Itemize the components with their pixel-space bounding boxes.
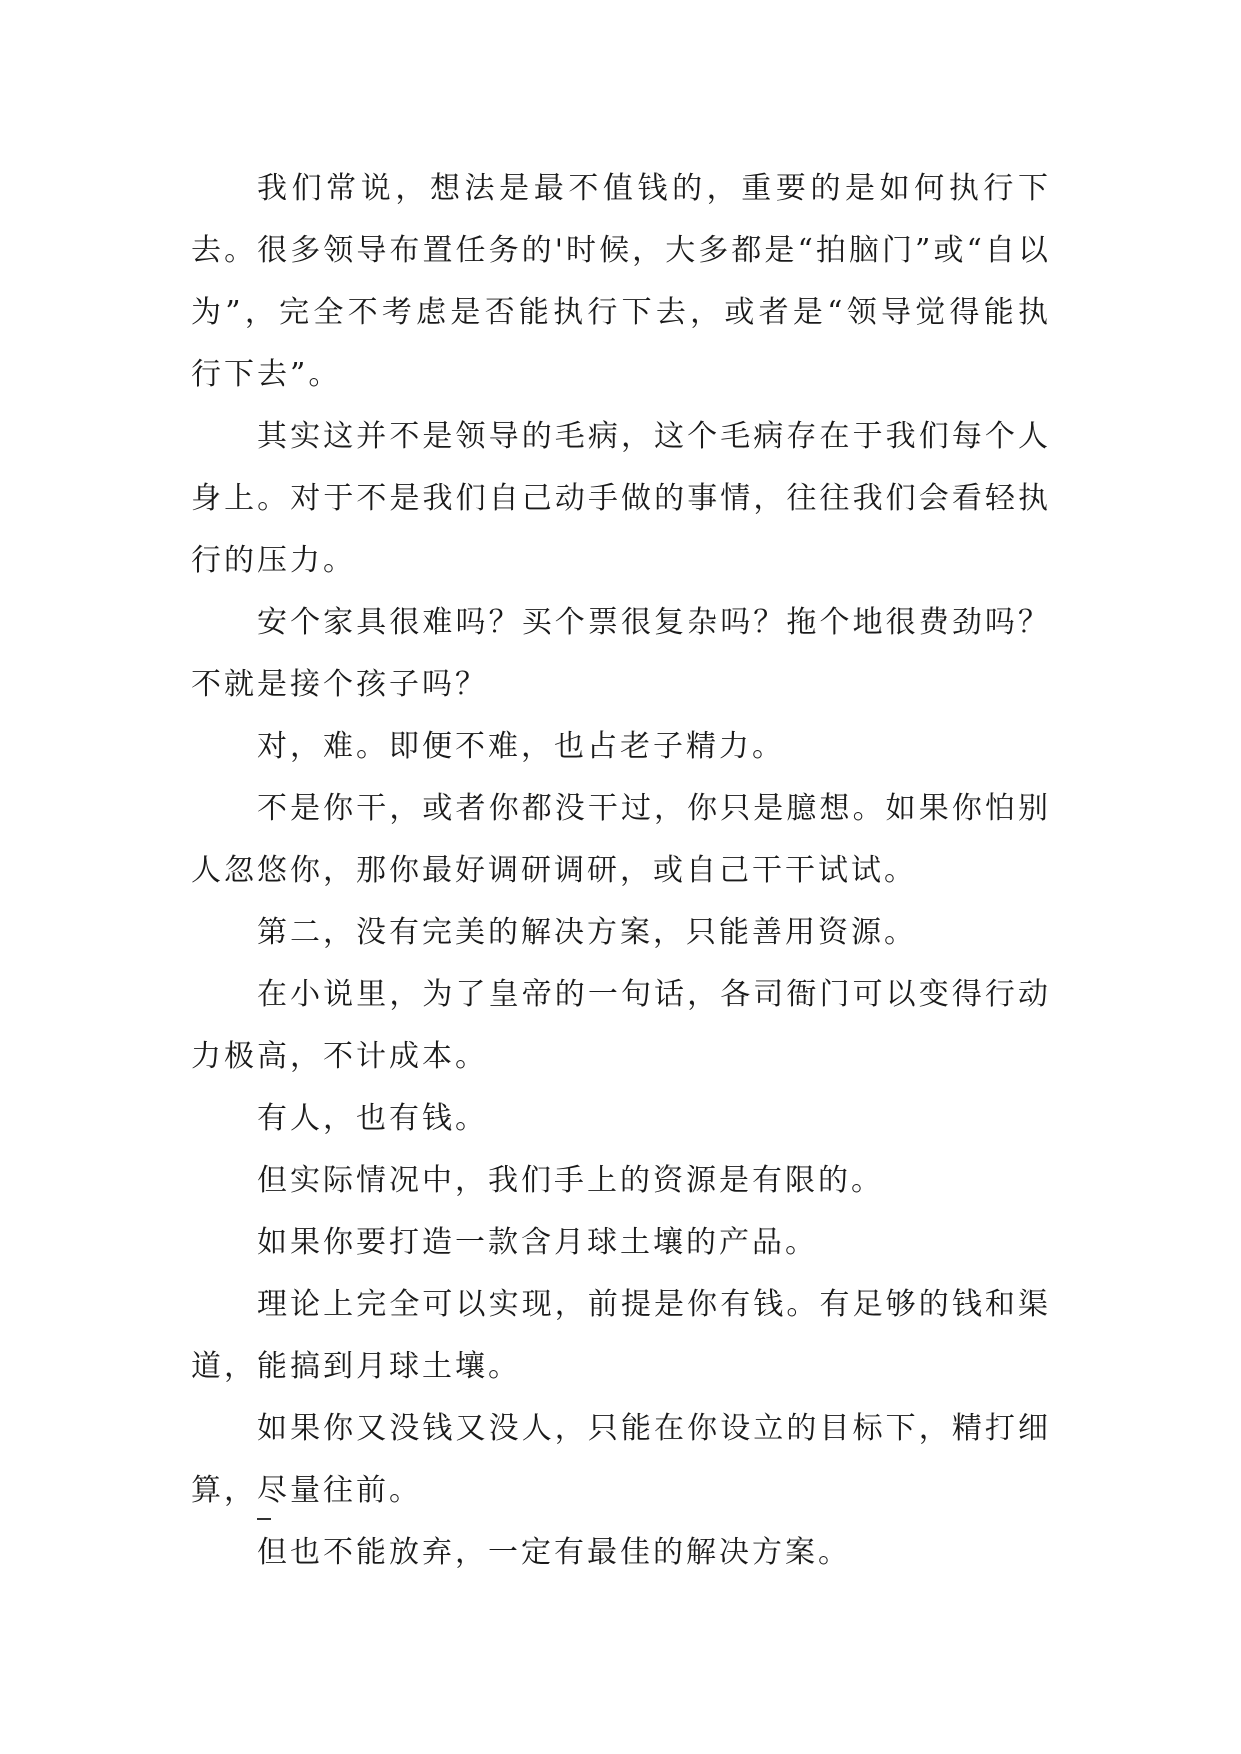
text-cursor-mark xyxy=(257,1518,271,1520)
paragraph: 我们常说，想法是最不值钱的，重要的是如何执行下去。很多领导布置任务的'时候，大多都是“拍脑门”或“自以为”，完全不考虑是否能执行下去，或者是“领导觉得能执行下去”。 xyxy=(191,171,1051,392)
paragraph: 如果你要打造一款含月球土壤的产品。 xyxy=(257,1225,818,1260)
paragraph: 其实这并不是领导的毛病，这个毛病存在于我们每个人身上。对于不是我们自己动手做的事情，往往我们会看轻执行的压力。 xyxy=(191,419,1051,578)
paragraph: 安个家具很难吗？买个票很复杂吗？拖个地很费劲吗？不就是接个孩子吗？ xyxy=(191,605,1051,702)
paragraph: 如果你又没钱又没人，只能在你设立的目标下，精打细算，尽量往前。 xyxy=(191,1411,1051,1508)
paragraph: 对，难。即便不难，也占老子精力。 xyxy=(257,729,785,764)
paragraph: 不是你干，或者你都没干过，你只是臆想。如果你怕别人忽悠你，那你最好调研调研，或自己干干试试。 xyxy=(191,791,1051,888)
paragraph: 在小说里，为了皇帝的一句话，各司衙门可以变得行动力极高，不计成本。 xyxy=(191,977,1051,1074)
paragraph: 但实际情况中，我们手上的资源是有限的。 xyxy=(257,1163,884,1198)
document-body xyxy=(191,158,1051,1584)
paragraph: 理论上完全可以实现，前提是你有钱。有足够的钱和渠道，能搞到月球土壤。 xyxy=(191,1287,1051,1384)
paragraph: 第二，没有完美的解决方案，只能善用资源。 xyxy=(257,915,917,950)
paragraph: 但也不能放弃，一定有最佳的解决方案。 xyxy=(257,1535,851,1570)
paragraph: 有人，也有钱。 xyxy=(257,1101,488,1136)
